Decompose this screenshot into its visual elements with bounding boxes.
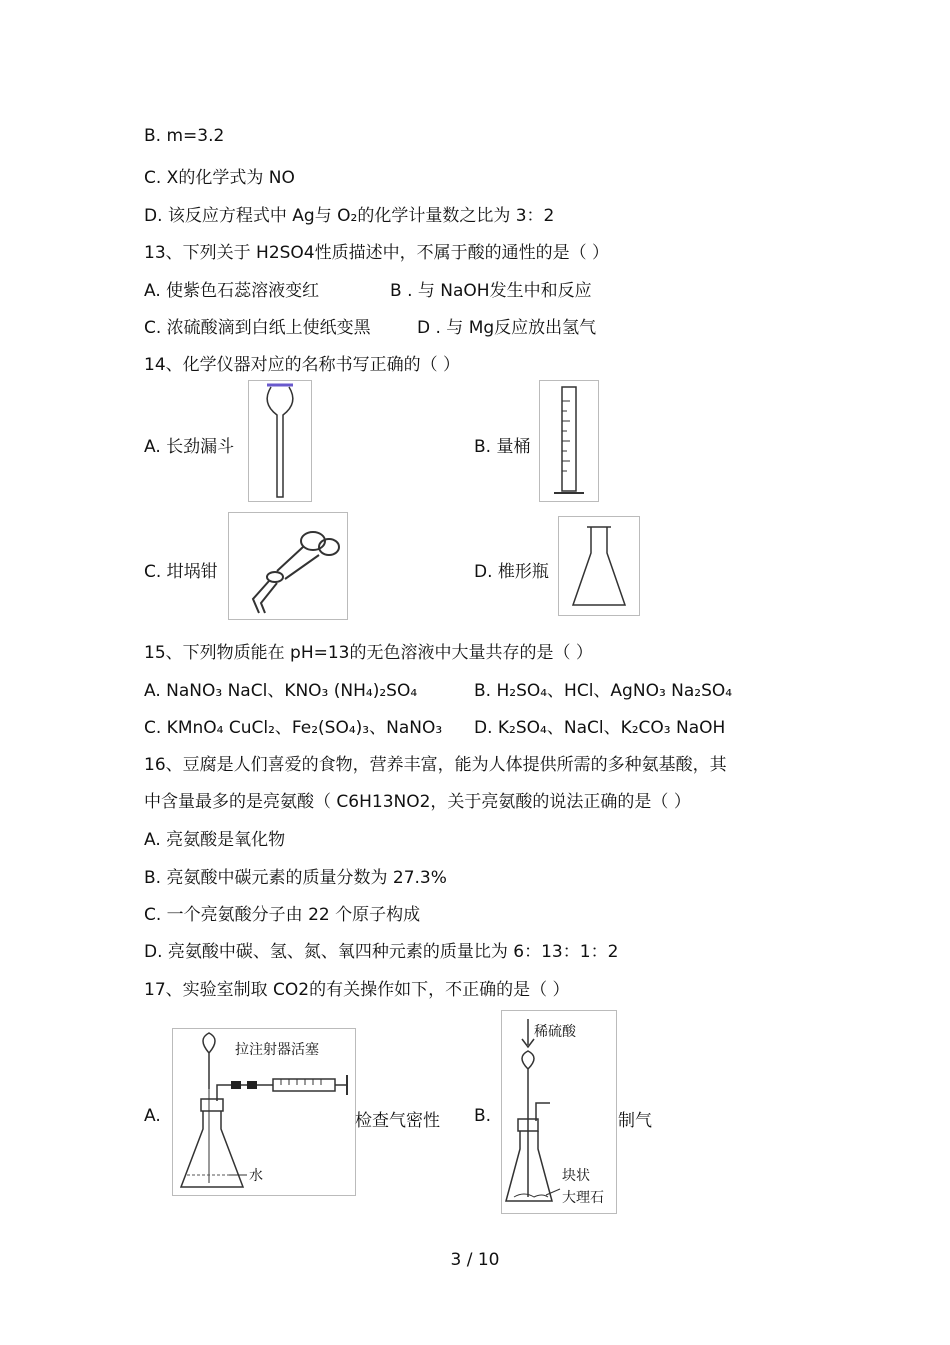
q15-option-b: B. H₂SO₄、HCl、AgNO₃ Na₂SO₄ (474, 681, 733, 701)
long-neck-funnel-image (248, 380, 312, 502)
crucible-tongs-image (228, 512, 348, 620)
q12-option-c: C. X的化学式为 NO (144, 168, 295, 188)
q16-option-c: C. 一个亮氨酸分子由 22 个原子构成 (144, 905, 421, 925)
q16-stem-line2: 中含量最多的是亮氨酸（ C6H13NO2，关于亮氨酸的说法正确的是（ ） (144, 792, 691, 812)
dilute-acid-label: 稀硫酸 (534, 1024, 576, 1040)
airtightness-check-image (172, 1028, 356, 1196)
q15-option-c: C. KMnO₄ CuCl₂、Fe₂(SO₄)₃、NaNO₃ (144, 718, 443, 738)
syringe-label: 拉注射器活塞 (235, 1042, 319, 1058)
q14-option-d: D. 椎形瓶 (474, 562, 549, 582)
q17-stem: 17、实验室制取 CO2的有关操作如下，不正确的是（ ） (144, 980, 570, 1000)
q12-option-d: D. 该反应方程式中 Ag与 O₂的化学计量数之比为 3：2 (144, 206, 555, 226)
gas-generation-image (501, 1010, 617, 1214)
q17-option-a-letter: A. (144, 1106, 161, 1126)
q17-option-b-text: 制气 (618, 1111, 652, 1131)
marble-label: 大理石 (562, 1190, 604, 1206)
q17-option-b-letter: B. (474, 1106, 492, 1126)
q13-option-d: D . 与 Mg反应放出氢气 (417, 318, 597, 338)
q15-stem: 15、下列物质能在 pH=13的无色溶液中大量共存的是（ ） (144, 643, 593, 663)
q17-option-a-text: 检查气密性 (355, 1111, 440, 1131)
block-label: 块状 (562, 1168, 590, 1184)
page-number: 3 / 10 (450, 1250, 500, 1270)
q16-stem-line1: 16、豆腐是人们喜爱的食物，营养丰富，能为人体提供所需的多种氨基酸，其 (144, 755, 727, 775)
water-label: 水 (249, 1168, 263, 1184)
q14-option-b: B. 量桶 (474, 437, 531, 457)
q12-option-b: B. m=3.2 (144, 126, 225, 146)
q14-option-a: A. 长劲漏斗 (144, 437, 235, 457)
q13-stem: 13、下列关于 H2SO4性质描述中，不属于酸的通性的是（ ） (144, 243, 610, 263)
q13-option-b: B . 与 NaOH发生中和反应 (390, 281, 592, 301)
q13-option-a: A. 使紫色石蕊溶液变红 (144, 281, 320, 301)
q14-option-c: C. 坩埚钳 (144, 562, 218, 582)
q16-option-b: B. 亮氨酸中碳元素的质量分数为 27.3% (144, 868, 447, 888)
q14-stem: 14、化学仪器对应的名称书写正确的（ ） (144, 355, 461, 375)
graduated-cylinder-image (539, 380, 599, 502)
conical-flask-image (558, 516, 640, 616)
q13-option-c: C. 浓硫酸滴到白纸上使纸变黑 (144, 318, 371, 338)
q16-option-a: A. 亮氨酸是氧化物 (144, 830, 286, 850)
q16-option-d: D. 亮氨酸中碳、氢、氮、氧四种元素的质量比为 6：13：1：2 (144, 942, 619, 962)
q15-option-d: D. K₂SO₄、NaCl、K₂CO₃ NaOH (474, 718, 726, 738)
q15-option-a: A. NaNO₃ NaCl、KNO₃ (NH₄)₂SO₄ (144, 681, 418, 701)
